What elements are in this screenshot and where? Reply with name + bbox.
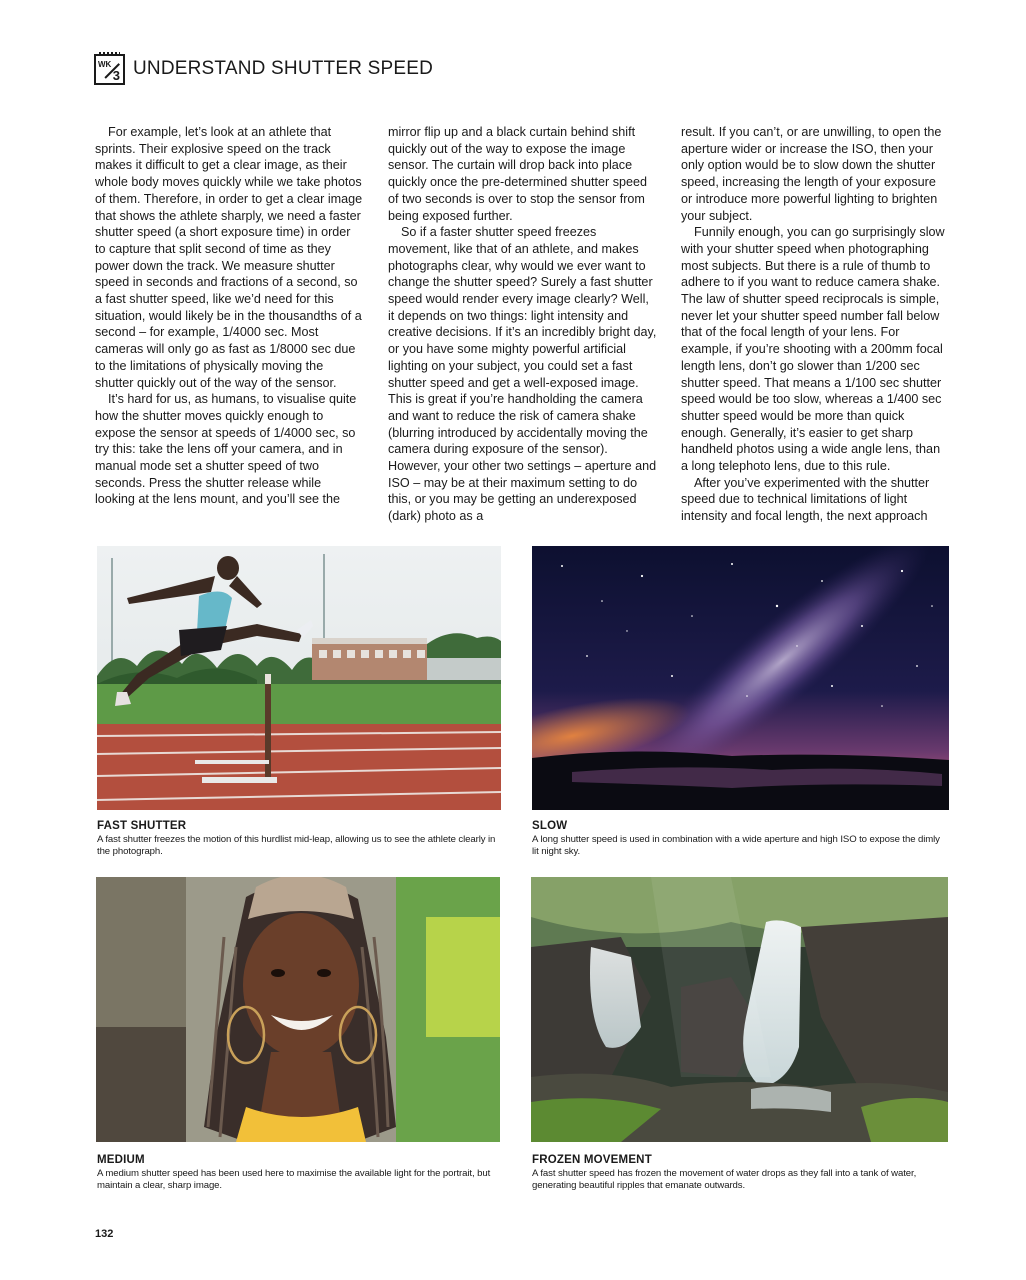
night-sky-photo [532,546,949,810]
figure-caption: A medium shutter speed has been used here to maximise the available light for the portrait, but maintain a clear, sharp image. [97,1168,491,1191]
figure-caption: A fast shutter freezes the motion of this hurdlist mid-leap, allowing us to see the athlete clearly in the photograph. [97,834,496,857]
figure-title: SLOW [532,820,568,832]
paragraph: result. If you can’t, or are unwilling, to open the aperture wider or increase the ISO, then your only option would be to slow down the shutter speed, increasing the length of your exposure or introduce more powerful lighting to brighten your subject. [681,125,942,223]
paragraph: mirror flip up and a black curtain behind shift quickly out of the way to expose the image sensor. The curtain will drop back into place quickly once the pre-determined shutter speed of two seconds is over to stop the sensor from being exposed further. [388,125,648,223]
page-title: UNDERSTAND SHUTTER SPEED [133,58,434,79]
paragraph: It’s hard for us, as humans, to visualise quite how the shutter moves quickly enough to expose the sensor at speeds of 1/4000 sec, so try this: take the lens off your camera, and in manual mode set a shutter speed of two seconds. Press the shutter release while looking at the lens mount, and you’ll see the [95,392,357,507]
figure-caption: A fast shutter speed has frozen the movement of water drops as they fall into a tank of water, generating beautiful ripples that emanate outwards. [532,1168,917,1191]
paragraph: So if a faster shutter speed freezes movement, like that of an athlete, and makes photographs clear, why would we ever want to change the shutter speed? Surely a fast shutter speed would render every image clearly? Well, it depends on two things: light intensity and creative decisions. If it’s an incredibly bright day, or you have some mighty powerful artificial lighting on your subject, you could set a fast shutter speed and get a well-exposed image. This is great if you’re handholding the camera and want to reduce the risk of camera shake (blurring introduced by accidentally moving the camera during exposure of the sensor). However, your other two settings – aperture and ISO – may be at their maximum setting to do this, or you may be getting an underexposed (dark) photo as a [388,225,657,524]
badge-week-number: 3 [112,67,120,83]
figure-title: FROZEN MOVEMENT [532,1154,652,1166]
figure-caption: A long shutter speed is used in combination with a wide aperture and high ISO to expose the dimly lit night sky. [532,834,940,857]
article-body [95,124,951,529]
badge-week-label: WK [98,59,112,69]
page-number: 132 [95,1228,114,1240]
paragraph: For example, let’s look at an athlete that sprints. Their explosive speed on the track makes it difficult to get a clear image, as their whole body moves quickly while we take photos of them. Therefore, in order to get a clear image that shows the athlete sharply, we need a faster shutter speed (a short exposure time) in order to capture that split second of time as they power down the track. We measure shutter speed in seconds and fractions of a second, so a fast shutter speed, like we’d need for this situation, would likely be in the thousandths of a second – for example, 1/4000 sec. Most cameras will only go as fast as 1/8000 sec due to the limitations of physically moving the shutter quickly out of the way of the sensor. [95,125,363,390]
calendar-icon [94,54,125,85]
page-header [94,52,433,86]
paragraph: After you’ve experimented with the shutter speed due to technical limitations of light intensity and focal length, the next approach [681,475,930,524]
waterfall-photo [531,877,948,1142]
portrait-photo [96,877,500,1142]
text-column-1 [95,124,364,529]
figure-title: FAST SHUTTER [97,820,187,832]
text-column-2 [388,124,657,529]
paragraph: Funnily enough, you can go surprisingly slow with your shutter speed when photographing most subjects. But there is a rule of thumb to adhere to if you want to reduce camera shake. The law of shutter speed reciprocals is simple, never let your shutter speed number fall below that of the focal length of your lens. For example, if you’re shooting with a 200mm focal length lens, don’t go slower than 1/200 sec shutter speed. That means a 1/100 sec shutter speed would be too slow, whereas a 1/400 sec shutter speed would be more than quick enough. Generally, it’s easier to get sharp handheld photos using a wide angle lens, than a long telephoto lens, due to this rule. [681,225,945,474]
text-column-3 [681,124,950,529]
figure-title: MEDIUM [97,1154,145,1166]
hurdler-photo [97,546,501,810]
